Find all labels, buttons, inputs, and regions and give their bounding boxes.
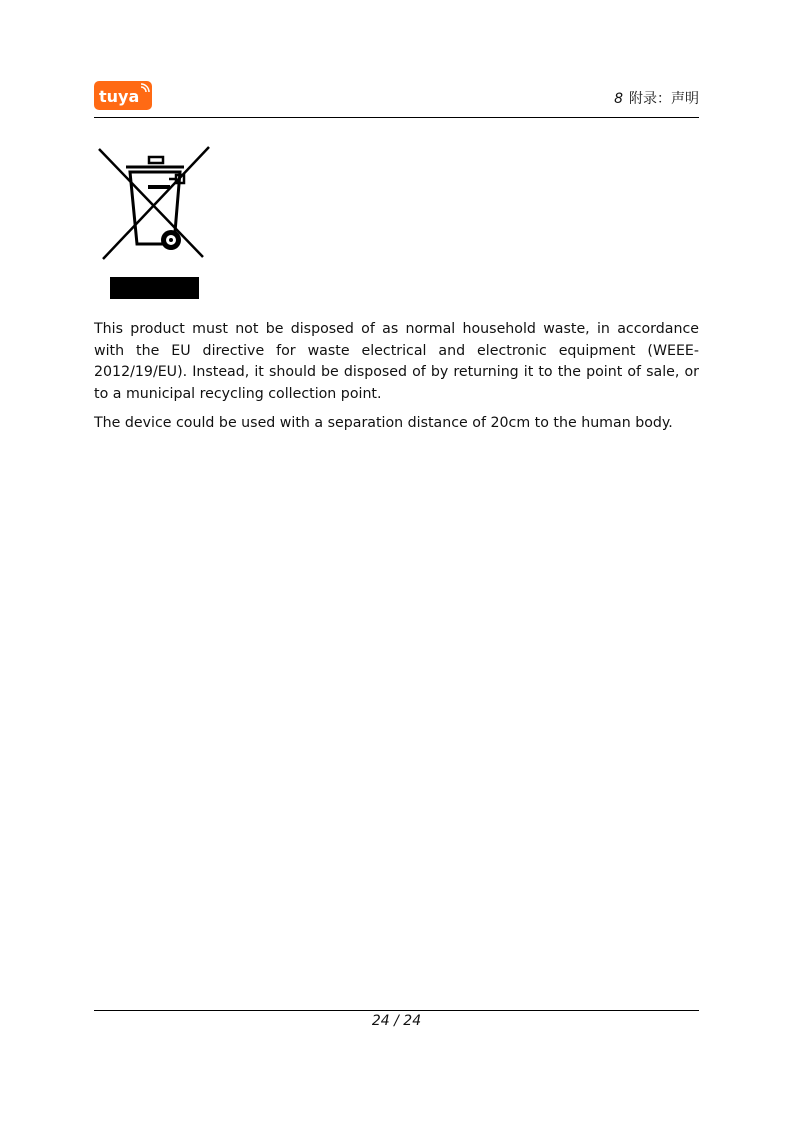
section-number: 8	[614, 91, 623, 107]
separation-distance-paragraph: The device could be used with a separation distance of 20cm to the human body.	[94, 415, 673, 431]
header-divider	[94, 117, 699, 118]
crossed-out-wheelie-bin-icon	[95, 145, 211, 301]
section-title	[614, 88, 699, 108]
footer-divider	[94, 1010, 699, 1011]
weee-disposal-paragraph: This product must not be disposed of as normal household waste, in accordance with the EU directive for waste electrical and electronic equipment (WEEE-2012/19/EU). Instead, it should be disposed of by returning it to the point of sale, or to a municipal recycling collection point.	[94, 321, 699, 402]
body-text	[94, 319, 699, 443]
logo-text: tuya	[99, 87, 140, 106]
page-header	[94, 78, 699, 118]
page-number: 24 / 24	[371, 1013, 422, 1029]
tuya-logo	[94, 81, 152, 110]
section-title-text: 附录：声明	[629, 91, 699, 107]
